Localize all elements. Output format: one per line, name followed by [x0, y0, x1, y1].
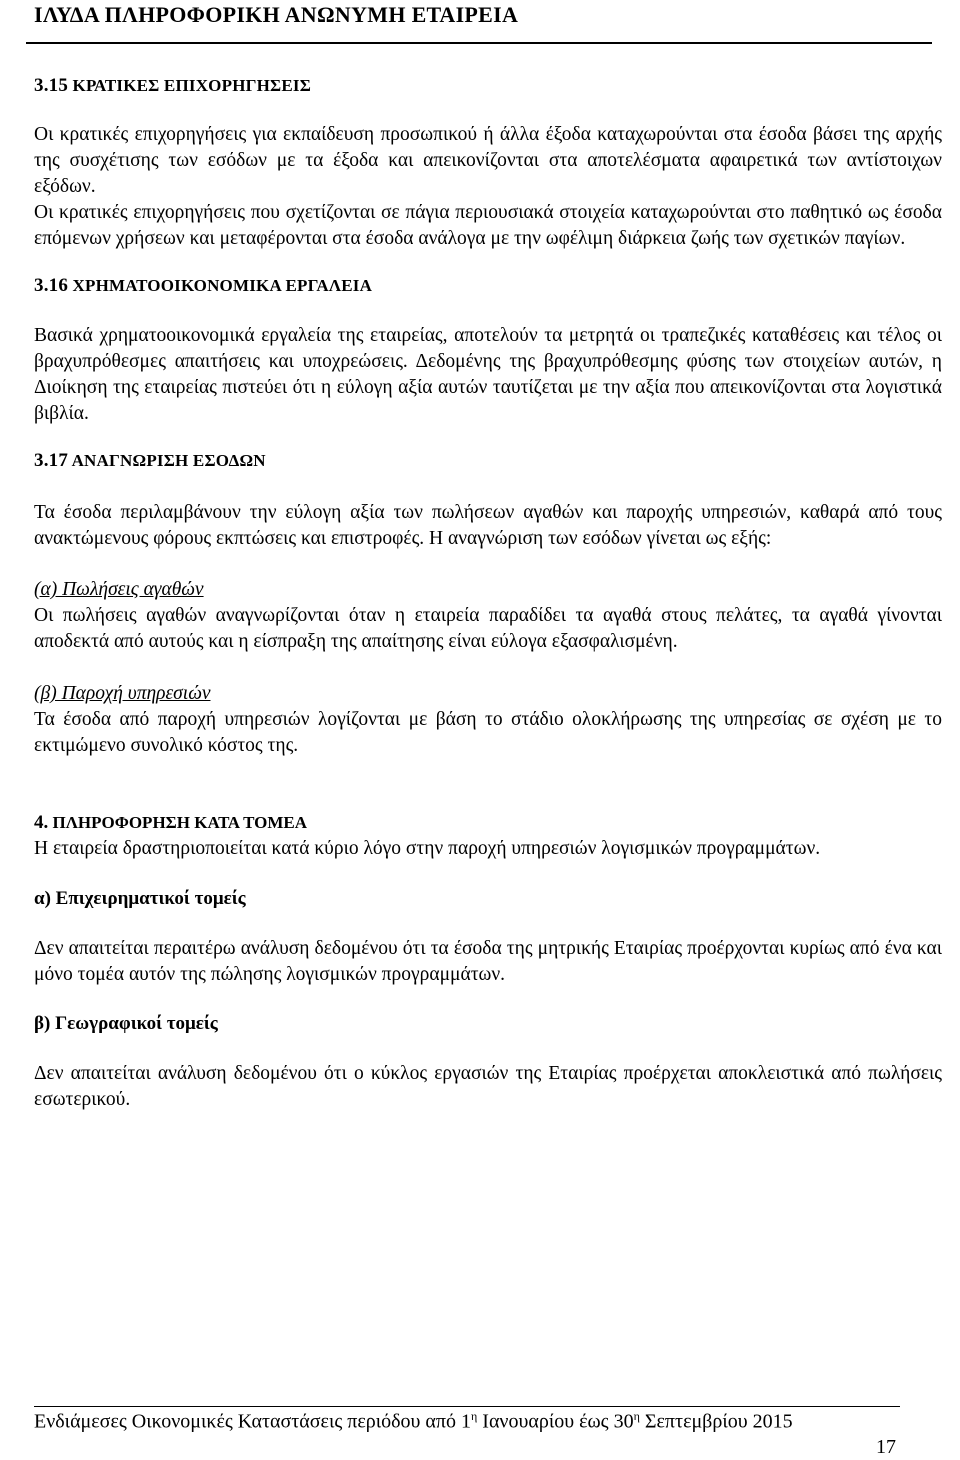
- section-title: ΑΝΑΓΝΩΡΙΣΗ ΕΣΟΔΩΝ: [71, 451, 266, 470]
- sub-a-text: Οι πωλήσεις αγαθών αναγνωρίζονται όταν η εταιρεία παραδίδει τα αγαθά στους πελάτες, τα αγαθά γίνονται αποδεκτά από αυτούς και η είσπραξη της απαίτησης είναι εύλογα εξασφαλισμένη.: [34, 605, 942, 652]
- company-name: ΙΛΥΔΑ ΠΛΗΡΟΦΟΡΙΚΗ ΑΝΩΝΥΜΗ ΕΤΑΙΡΕΙΑ: [34, 2, 519, 27]
- footer-text-part-1: Ενδιάμεσες Οικονομικές Καταστάσεις περιόδου από 1: [34, 1410, 472, 1433]
- section-title: ΠΛΗΡΟΦΟΡΗΣΗ ΚΑΤΑ ΤΟΜΕΑ: [52, 813, 307, 832]
- section-number: 3.15: [34, 75, 69, 96]
- page-number: 17: [876, 1436, 896, 1458]
- section-4-heading: [34, 810, 942, 836]
- sub-b-title: (β) Παροχή υπηρεσιών: [34, 683, 211, 704]
- footer-text-part-2: Ιανουαρίου έως 30: [477, 1410, 634, 1433]
- footer-text-part-3: Σεπτεμβρίου 2015: [639, 1410, 793, 1433]
- footer-divider: [34, 1406, 900, 1407]
- sub-a-title: (α) Πωλήσεις αγαθών: [34, 579, 204, 600]
- section-3-17-heading: [34, 451, 942, 470]
- sub-b-text: Τα έσοδα από παροχή υπηρεσιών λογίζονται με βάση το στάδιο ολοκλήρωσης της υπηρεσίας σε σχέση με το εκτιμώμενο συνολικό κόστος της.: [34, 709, 942, 756]
- section-3-17-paragraph: Τα έσοδα περιλαμβάνουν την εύλογη αξία των πωλήσεων αγαθών και παροχής υπηρεσιών, καθαρά από τους ανακτώμενους φόρους εκπτώσεις και επιστροφές. Η αναγνώριση των εσόδων γίνεται ως εξής:: [34, 502, 942, 549]
- section-title: ΧΡΗΜΑΤΟΟΙΚΟΝΟΜΙΚΑ ΕΡΓΑΛΕΙΑ: [72, 276, 373, 295]
- section-title: ΚΡΑΤΙΚΕΣ ΕΠΙΧΟΡΗΓΗΣΕΙΣ: [72, 76, 312, 95]
- page-header: [26, 0, 932, 44]
- footer-period-text: [34, 1409, 793, 1434]
- section-3-16-paragraph: Βασικά χρηματοοικονομικά εργαλεία της εταιρείας, αποτελούν τα μετρητά οι τραπεζικές καταθέσεις και τέλος οι βραχυπρόθεσμες απαιτήσεις και υποχρεώσεις. Δεδομένης της βραχυπρόθεσμης φύσης των στοιχείων αυτών, η Διοίκηση της εταιρείας πιστεύει ότι η εύλογη αξία αυτών ταυτίζεται με την αξία που απεικονίζονται στα λογιστικά βιβλία.: [34, 325, 942, 424]
- operating-segments-text: Δεν απαιτείται περαιτέρω ανάλυση δεδομένου ότι τα έσοδα της μητρικής Εταιρίας προέρχονται κυρίως από ένα και μόνο τομέα αυτόν της πώλησης λογισμικών προγραμμάτων.: [34, 938, 942, 985]
- geographic-segments-heading: β) Γεωγραφικοί τομείς: [34, 1013, 218, 1034]
- section-3-15-heading: [34, 76, 942, 95]
- section-number: 3.17: [34, 450, 69, 471]
- section-4-paragraph: Η εταιρεία δραστηριοποιείται κατά κύριο λόγο στην παροχή υπηρεσιών λογισμικών προγραμμάτων.: [34, 838, 821, 859]
- section-3-16-heading: [34, 276, 942, 295]
- section-3-15-paragraph-2: Οι κρατικές επιχορηγήσεις που σχετίζονται σε πάγια περιουσιακά στοιχεία καταχωρούνται στο παθητικό ως έσοδα επόμενων χρήσεων και μεταφέρονται στα έσοδα ανάλογα με την ωφέλιμη διάρκεια ζωής των σχετικών παγίων.: [34, 202, 942, 249]
- footer-sup-2: η: [633, 1409, 640, 1423]
- section-3-15-paragraph-1: Οι κρατικές επιχορηγήσεις για εκπαίδευση προσωπικού ή άλλα έξοδα καταχωρούνται στα έσοδα βάσει της αρχής της συσχέτισης των εσόδων με τα έξοδα και απεικονίζονται στα αποτελέσματα αφαιρετικά των αντίστοιχων εξόδων.: [34, 124, 942, 197]
- geographic-segments-text: Δεν απαιτείται ανάλυση δεδομένου ότι ο κύκλος εργασιών της Εταιρίας προέρχεται αποκλειστικά από πωλήσεις εσωτερικού.: [34, 1063, 942, 1110]
- footer-sup-1: η: [471, 1409, 478, 1423]
- section-number: 4.: [34, 812, 49, 833]
- document-body: [34, 72, 942, 1113]
- section-number: 3.16: [34, 275, 69, 296]
- operating-segments-heading: α) Επιχειρηματικοί τομείς: [34, 888, 246, 909]
